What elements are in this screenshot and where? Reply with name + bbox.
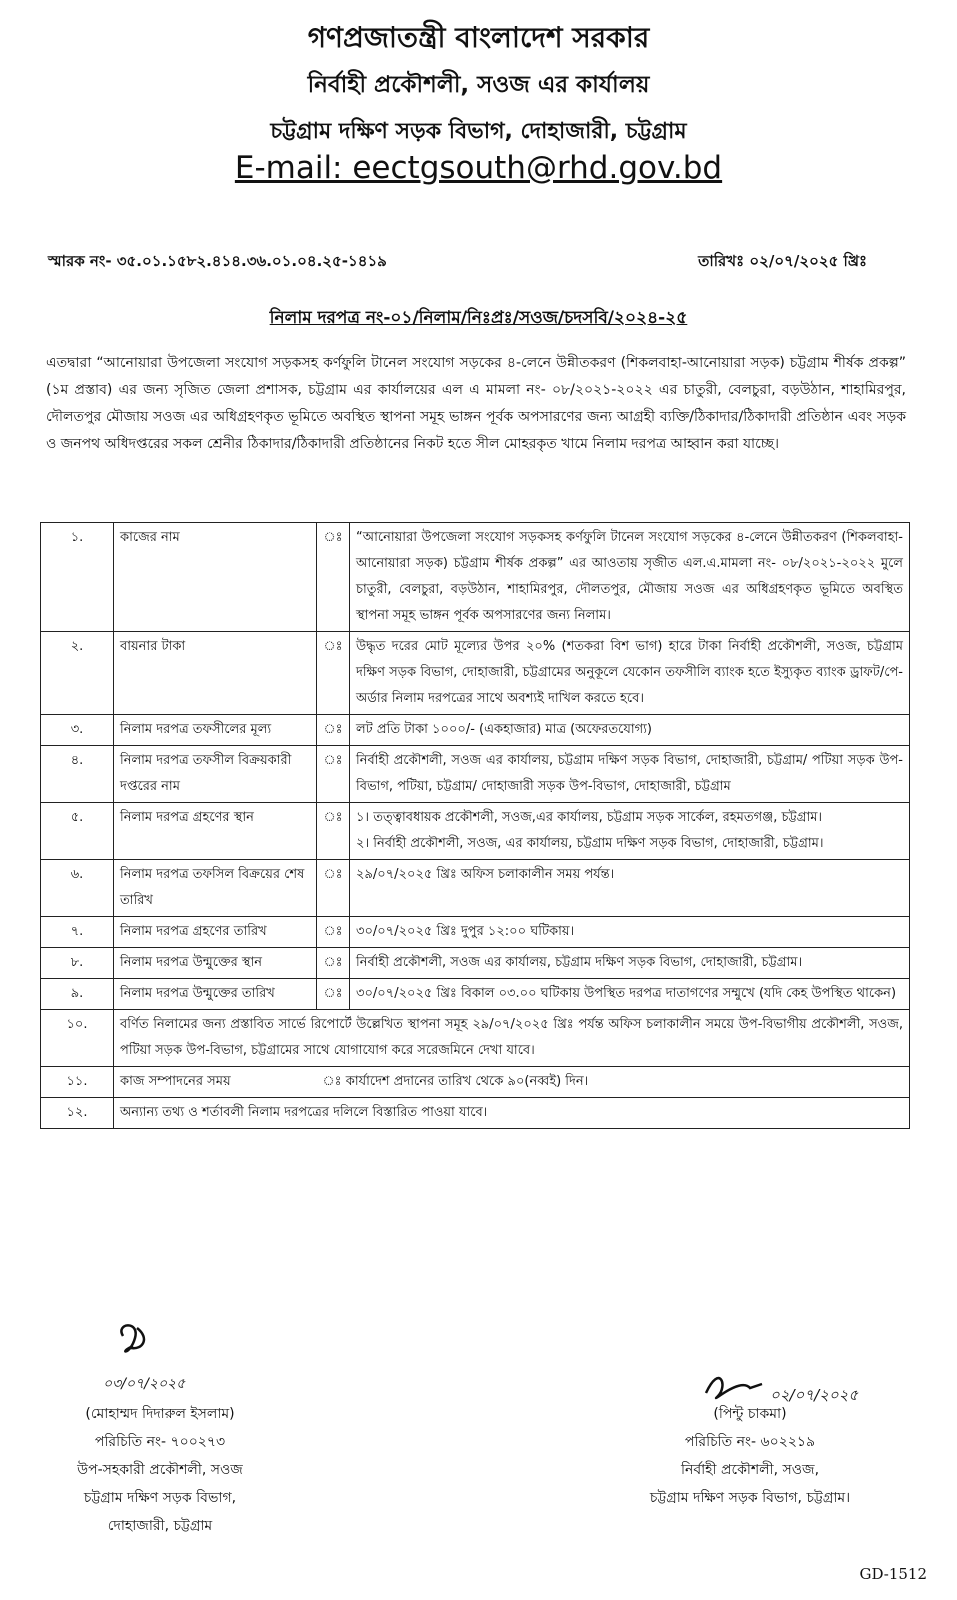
table-row (41, 917, 910, 948)
signature-left-date: ০৩/০৭/২০২৫ (103, 1376, 186, 1392)
row-value: লট প্রতি টাকা ১০০০/- (একহাজার) মাত্র (অফেরতযোগ্য) (350, 715, 910, 746)
memo-date: তারিখঃ ০২/০৭/২০২৫ খ্রিঃ (698, 252, 867, 270)
signatory-right-id: পরিচিতি নং- ৬০২২১৯ (684, 1434, 816, 1450)
signatory-left-id: পরিচিতি নং- ৭০০২৭৩ (94, 1434, 226, 1450)
row-colon: ঃ (317, 715, 350, 746)
table-row (41, 1010, 910, 1067)
signatory-left-place: দোহাজারী, চট্টগ্রাম (107, 1518, 213, 1534)
table-row (41, 979, 910, 1010)
signatory-left (30, 1400, 290, 1540)
row-number: ১০. (41, 1010, 114, 1067)
row-number: ৮. (41, 948, 114, 979)
row-number: ৩. (41, 715, 114, 746)
row-label: কাজ সম্পাদনের সময় (114, 1067, 317, 1098)
gd-code: GD-1512 (859, 1565, 927, 1583)
row-label: নিলাম দরপত্র তফসীল বিক্রয়কারী দপ্তরের নাম (114, 746, 317, 803)
row-value: ঃ কার্যাদেশ প্রদানের তারিখ থেকে ৯০(নব্বই) দিন। (317, 1067, 910, 1098)
govt-title: গণপ্রজাতন্ত্রী বাংলাদেশ সরকার (307, 21, 650, 54)
row-value: ৩০/০৭/২০২৫ খ্রিঃ দুপুর ১২:০০ ঘটিকায়। (350, 917, 910, 948)
row-value (350, 803, 910, 860)
row-number: ৭. (41, 917, 114, 948)
row-number: ১. (41, 523, 114, 632)
row-colon: ঃ (317, 746, 350, 803)
row-number: ৪. (41, 746, 114, 803)
row-colon: ঃ (317, 917, 350, 948)
row-label: কাজের নাম (114, 523, 317, 632)
notice-title: নিলাম দরপত্র নং-০১/নিলাম/নিঃপ্রঃ/সওজ/চদসবি/২০২৪-২৫ (269, 308, 688, 328)
table-row (41, 715, 910, 746)
signatory-right-designation: নির্বাহী প্রকৌশলী, সওজ, (680, 1462, 820, 1478)
row-colon: ঃ (317, 979, 350, 1010)
row-value: “আনোয়ারা উপজেলা সংযোগ সড়কসহ কর্ণফুলি টানেল সংযোগ সড়কের ৪-লেনে উন্নীতকরণ (শিকলবাহা-আনোয়ারা সড়ক) চট্টগ্রাম শীর্ষক প্রকল্প” এর আওতায় সৃজীত এল.এ.মামলা নং- ০৮/২০২১-২০২২ মুলে চাতুরী, বেলচুরা, বড়উঠান, শাহামিরপুর, দৌলতপুর, মৌজায় সওজ এর অধিগ্রহণকৃত ভূমিতে অবস্থিত স্থাপনা সমূহ ভাঙ্গন পূর্বক অপসারণের জন্য নিলাম। (350, 523, 910, 632)
signatory-left-name: (মোহাম্মদ দিদারুল ইসলাম) (85, 1406, 235, 1422)
row-number: ৯. (41, 979, 114, 1010)
table-row (41, 803, 910, 860)
table-row (41, 1067, 910, 1098)
row-label: নিলাম দরপত্র তফসিল বিক্রয়ের শেষ তারিখ (114, 860, 317, 917)
table-row (41, 632, 910, 715)
table-row (41, 948, 910, 979)
signatory-right (620, 1400, 880, 1512)
division-title: চট্টগ্রাম দক্ষিণ সড়ক বিভাগ, দোহাজারী, চট্টগ্রাম (270, 119, 687, 144)
office-title: নির্বাহী প্রকৌশলী, সওজ এর কার্যালয় (307, 72, 650, 98)
table-row (41, 746, 910, 803)
row-label: নিলাম দরপত্র গ্রহণের স্থান (114, 803, 317, 860)
row-value: ৩০/০৭/২০২৫ খ্রিঃ বিকাল ০৩.০০ ঘটিকায় উপস্থিত দরপত্র দাতাগণের সম্মুখে (যদি কেহ উপস্থিত থাকেন) (350, 979, 910, 1010)
row-number: ২. (41, 632, 114, 715)
row-colon: ঃ (317, 948, 350, 979)
row-value: অন্যান্য তথ্য ও শর্তাবলী নিলাম দরপত্রের দলিলে বিস্তারিত পাওয়া যাবে। (114, 1098, 910, 1129)
signatory-right-name: (পিন্টু চাকমা) (713, 1406, 787, 1422)
tender-details-table (40, 522, 910, 1129)
row-value: বর্ণিত নিলামের জন্য প্রস্তাবিত সার্ভে রিপোর্টে উল্লেখিত স্থাপনা সমূহ ২৯/০৭/২০২৫ খ্রিঃ পর্যন্ত অফিস চলাকালীন সময়ে উপ-বিভাগীয় প্রকৌশলী, সওজ, পটিয়া সড়ক উপ-বিভাগ, চট্টগ্রামের সাথে যোগাযোগ করে সরেজমিনে দেখা যাবে। (114, 1010, 910, 1067)
row-label: নিলাম দরপত্র তফসীলের মূল্য (114, 715, 317, 746)
row-label: নিলাম দরপত্র উন্মুক্তের স্থান (114, 948, 317, 979)
row-number: ৫. (41, 803, 114, 860)
receive-place-1: ১। তত্ত্বাবধায়ক প্রকৌশলী, সওজ,এর কার্যালয়, চট্টগ্রাম সড়ক সার্কেল, রহমতগঞ্জ, চট্টগ্রাম। (356, 810, 823, 825)
row-colon: ঃ (317, 523, 350, 632)
signature-left (95, 1318, 225, 1398)
row-colon: ঃ (317, 803, 350, 860)
signatory-left-office: চট্টগ্রাম দক্ষিণ সড়ক বিভাগ, (83, 1490, 237, 1506)
signature-right-date: ০২/০৭/২০২৫ (770, 1386, 859, 1404)
row-colon: ঃ (317, 632, 350, 715)
row-number: ৬. (41, 860, 114, 917)
row-label: বায়নার টাকা (114, 632, 317, 715)
table-row (41, 523, 910, 632)
signatory-left-designation: উপ-সহকারী প্রকৌশলী, সওজ (77, 1462, 243, 1478)
row-value: নির্বাহী প্রকৌশলী, সওজ এর কার্যালয়, চট্টগ্রাম দক্ষিণ সড়ক বিভাগ, দোহাজারী, চট্টগ্রাম/ পটিয়া সড়ক উপ-বিভাগ, পটিয়া, চট্টগ্রাম/ দোহাজারী সড়ক উপ-বিভাগ, দোহাজারী, চট্টগ্রাম (350, 746, 910, 803)
table-row (41, 860, 910, 917)
row-value: উদ্ধৃত দরের মোট মূল্যের উপর ২০% (শতকরা বিশ ভাগ) হারে টাকা নির্বাহী প্রকৌশলী, সওজ, চট্টগ্রাম দক্ষিণ সড়ক বিভাগ, দোহাজারী, চট্টগ্রামের অনুকূলে যেকোন তফসীলি ব্যাংক হতে ইস্যুকৃত ব্যাংক ড্রাফট/পে-অর্ডার নিলাম দরপত্রের সাথে অবশ্যই দাখিল করতে হবে। (350, 632, 910, 715)
row-value: নির্বাহী প্রকৌশলী, সওজ এর কার্যালয়, চট্টগ্রাম দক্ষিণ সড়ক বিভাগ, দোহাজারী, চট্টগ্রাম। (350, 948, 910, 979)
table-row (41, 1098, 910, 1129)
row-label: নিলাম দরপত্র গ্রহণের তারিখ (114, 917, 317, 948)
email-line[interactable]: E-mail: eectgsouth@rhd.gov.bd (234, 150, 723, 186)
receive-place-2: ২। নির্বাহী প্রকৌশলী, সওজ, এর কার্যালয়, চট্টগ্রাম দক্ষিণ সড়ক বিভাগ, দোহাজারী, চট্টগ্রাম। (356, 836, 824, 851)
row-colon: ঃ (317, 860, 350, 917)
row-number: ১২. (41, 1098, 114, 1129)
row-number: ১১. (41, 1067, 114, 1098)
row-label: নিলাম দরপত্র উন্মুক্তের তারিখ (114, 979, 317, 1010)
memo-reference: স্মারক নং- ৩৫.০১.১৫৮২.৪১৪.৩৬.০১.০৪.২৫-১৪১৯ (48, 252, 387, 270)
row-value: ২৯/০৭/২০২৫ খ্রিঃ অফিস চলাকালীন সময় পর্যন্ত। (350, 860, 910, 917)
signatory-right-office: চট্টগ্রাম দক্ষিণ সড়ক বিভাগ, চট্টগ্রাম। (649, 1490, 851, 1506)
intro-paragraph: এতদ্বারা “আনোয়ারা উপজেলা সংযোগ সড়কসহ কর্ণফুলি টানেল সংযোগ সড়কের ৪-লেনে উন্নীতকরণ (শিকলবাহা-আনোয়ারা সড়ক) চট্টগ্রাম শীর্ষক প্রকল্প” (১ম প্রস্তাব) এর জন্য সৃজিত জেলা প্রশাসক, চট্টগ্রাম এর কার্যালয়ের এল এ মামলা নং- ০৮/২০২১-২০২২ এর চাতুরী, বেলচুরা, বড়উঠান, শাহামিরপুর, দৌলতপুর মৌজায় সওজ এর অধিগ্রহণকৃত ভূমিতে অবস্থিত স্থাপনা সমূহ ভাঙ্গন পূর্বক অপসারণের জন্য আগ্রহী ব্যক্তি/ঠিকাদার/ঠিকাদারী প্রতিষ্ঠান এবং সড়ক ও জনপথ অধিদপ্তরের সকল শ্রেনীর ঠিকাদার/ঠিকাদারী প্রতিষ্ঠানের নিকট হতে সীল মোহরকৃত খামে নিলাম দরপত্র আহ্বান করা যাচ্ছে। (46, 355, 906, 452)
